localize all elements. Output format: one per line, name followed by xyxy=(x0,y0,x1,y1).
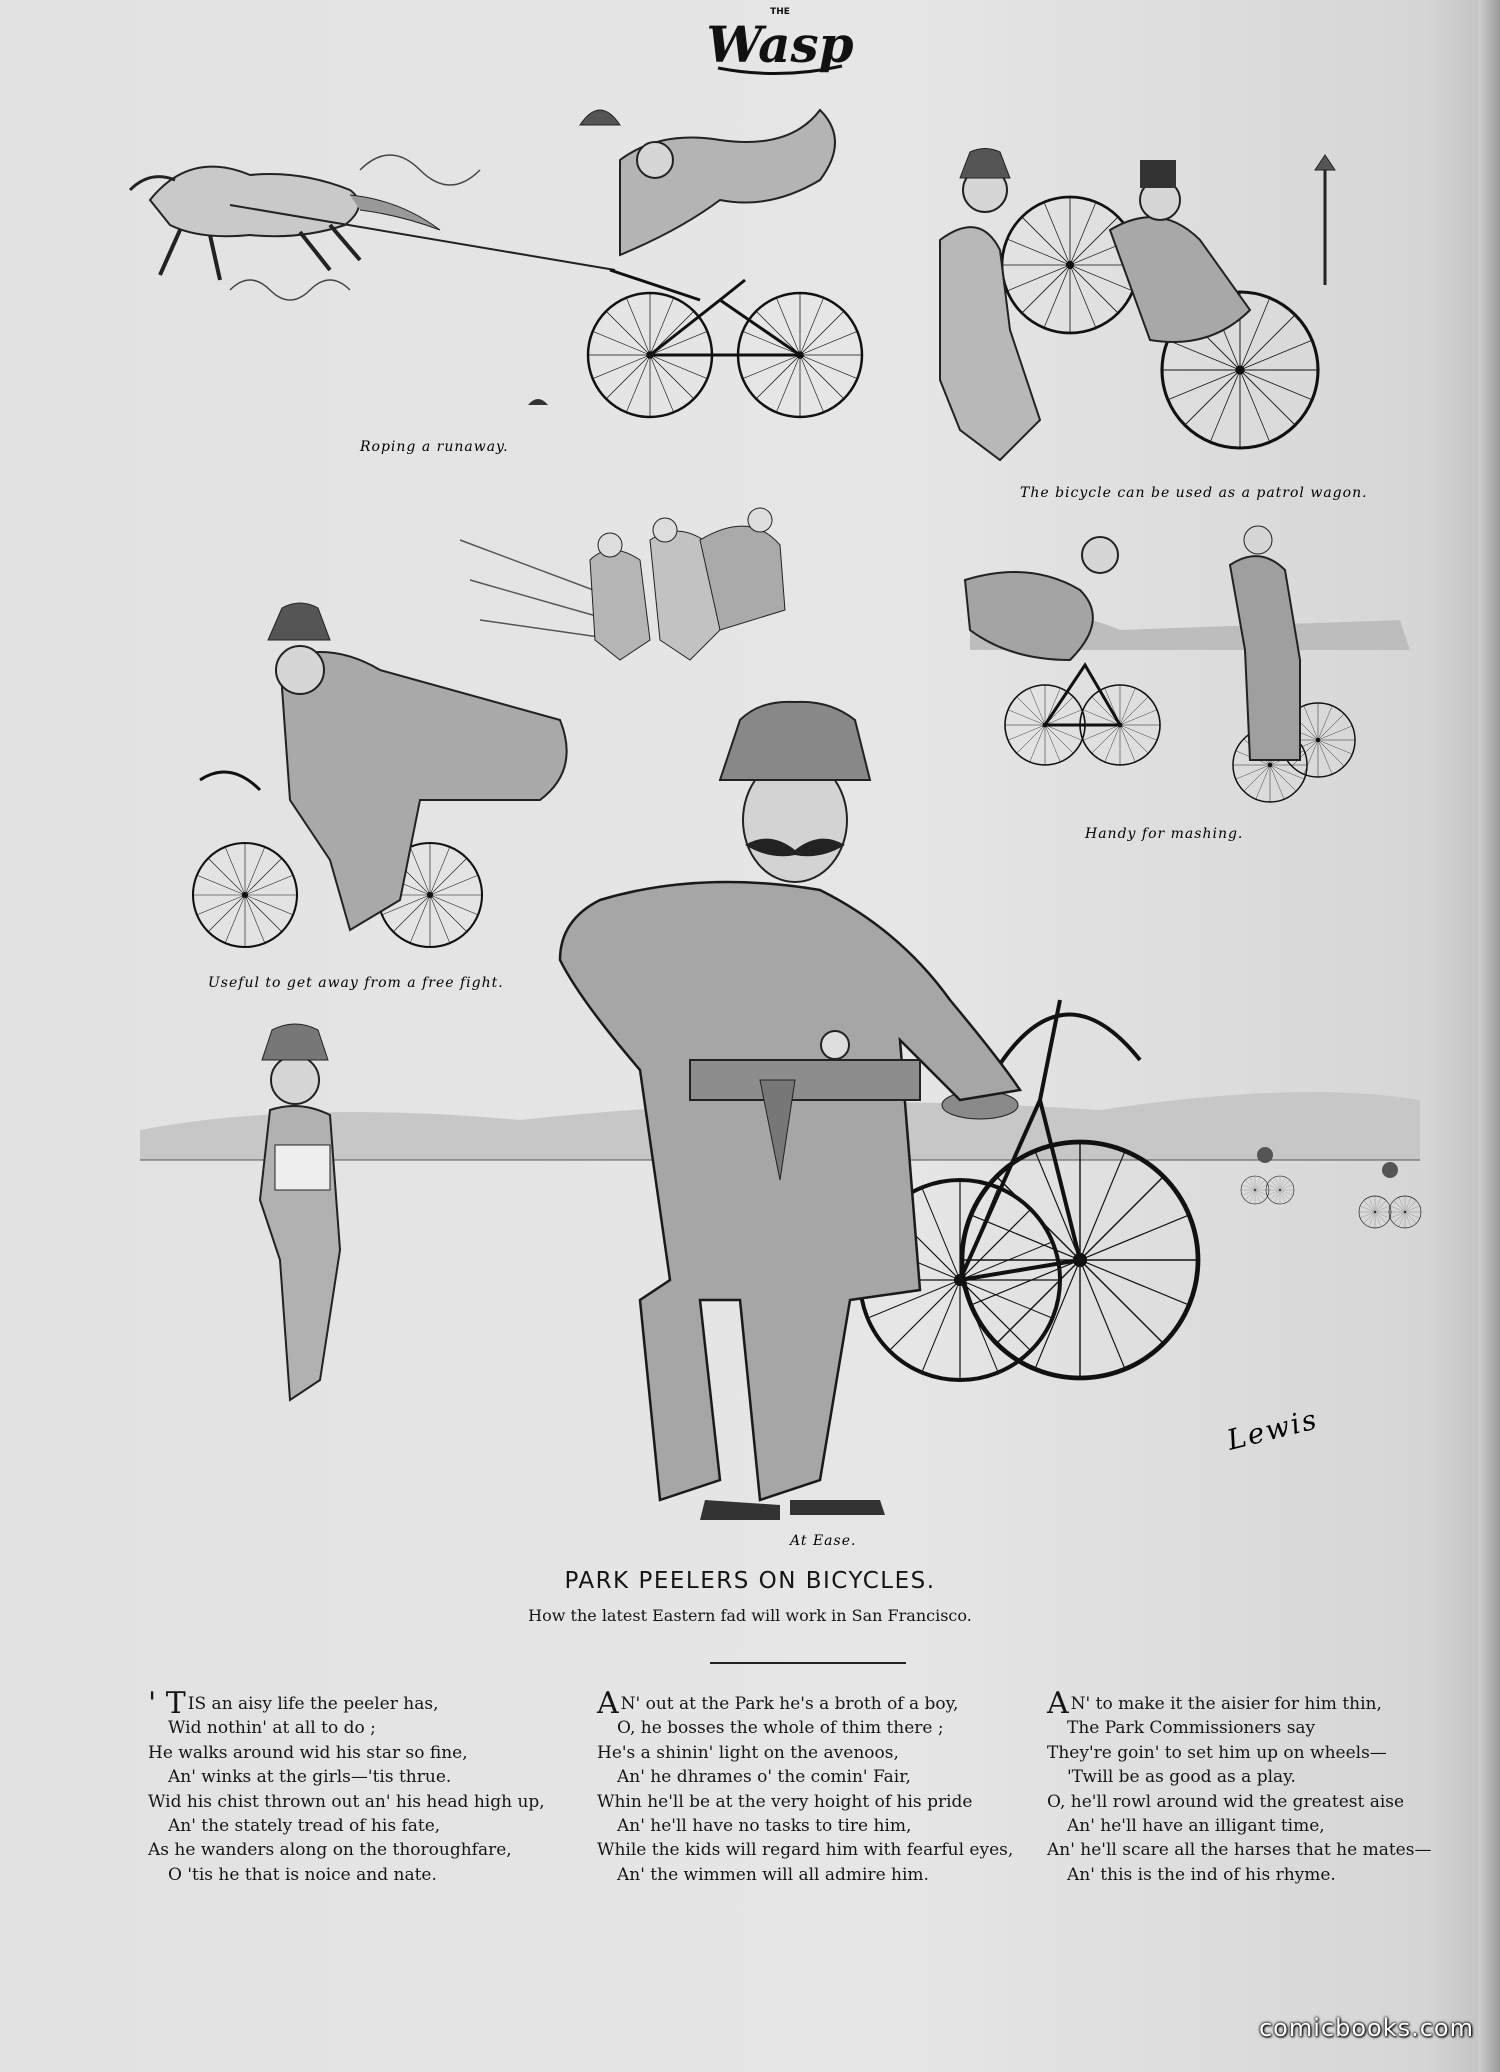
caption-handy-for-mashing: Handy for mashing. xyxy=(1085,826,1244,842)
vignette-roping-runaway xyxy=(130,110,862,417)
poem-line: O, he bosses the whole of thim there ; xyxy=(617,1718,944,1739)
poem-line: He's a shinin' light on the avenoos, xyxy=(597,1742,899,1763)
artist-signature: Lewis xyxy=(1223,1402,1322,1457)
caption-at-ease: At Ease. xyxy=(790,1533,857,1549)
poem-line: IS an aisy life the peeler has, xyxy=(187,1694,439,1714)
poem-line: O 'tis he that is noice and nate. xyxy=(168,1864,437,1885)
poem-line: An' the wimmen will all admire him. xyxy=(617,1864,929,1885)
poem-line: They're goin' to set him up on wheels— xyxy=(1047,1742,1387,1763)
dropcap: A xyxy=(597,1686,619,1721)
poem-line: O, he'll rowl around wid the greatest aise xyxy=(1047,1791,1405,1812)
poem-line: An' he dhrames o' the comin' Fair, xyxy=(617,1767,911,1788)
poem-stanza-1 xyxy=(148,1686,588,1887)
poem-line: N' to make it the aisier for him thin, xyxy=(1070,1694,1382,1714)
vignette-handy-for-mashing xyxy=(965,526,1410,802)
dropcap: A xyxy=(1047,1686,1069,1721)
poem-line: The Park Commissioners say xyxy=(1067,1718,1316,1739)
caption-roping-runaway: Roping a runaway. xyxy=(360,439,509,455)
poem-line: 'Twill be as good as a play. xyxy=(1067,1767,1296,1788)
poem-line: An' this is the ind of his rhyme. xyxy=(1067,1864,1336,1885)
vignette-free-fight xyxy=(193,603,567,947)
article-subtitle: How the latest Eastern fad will work in San Francisco. xyxy=(528,1606,972,1625)
poem-line: While the kids will regard him with fearful eyes, xyxy=(597,1840,1014,1861)
caption-patrol-wagon: The bicycle can be used as a patrol wagon. xyxy=(1020,485,1368,501)
vignette-patrol-wagon xyxy=(940,149,1335,461)
poem-stanza-2 xyxy=(597,1686,1037,1887)
site-watermark: comicbooks.com xyxy=(1258,2014,1474,2042)
article-title: PARK PEELERS ON BICYCLES. xyxy=(564,1568,936,1594)
poem-line: An' he'll scare all the harses that he mates— xyxy=(1047,1840,1432,1861)
poem-line: N' out at the Park he's a broth of a boy, xyxy=(620,1694,959,1714)
divider-rule xyxy=(710,1662,906,1664)
poem-line: Whin he'll be at the very hoight of his pride xyxy=(597,1791,973,1812)
poem-line: He walks around wid his star so fine, xyxy=(148,1742,468,1763)
dropcap: ' T xyxy=(148,1686,186,1721)
poem-line: As he wanders along on the thoroughfare, xyxy=(148,1840,512,1861)
caption-free-fight: Useful to get away from a free fight. xyxy=(208,975,504,991)
masthead-small: THE xyxy=(770,7,790,17)
masthead-name: Wasp xyxy=(706,15,854,74)
poem-stanza-3 xyxy=(1047,1686,1487,1887)
vignette-free-fight-crowd xyxy=(460,508,785,660)
poem-line: An' the stately tread of his fate, xyxy=(168,1816,441,1837)
poem-line: Wid nothin' at all to do ; xyxy=(168,1718,376,1739)
poem-line: An' he'll have no tasks to tire him, xyxy=(617,1816,912,1837)
poem-line: An' winks at the girls—'tis thrue. xyxy=(168,1767,452,1788)
poem-line: Wid his chist thrown out an' his head high up, xyxy=(148,1791,545,1812)
poem-line: An' he'll have an illigant time, xyxy=(1067,1816,1325,1837)
